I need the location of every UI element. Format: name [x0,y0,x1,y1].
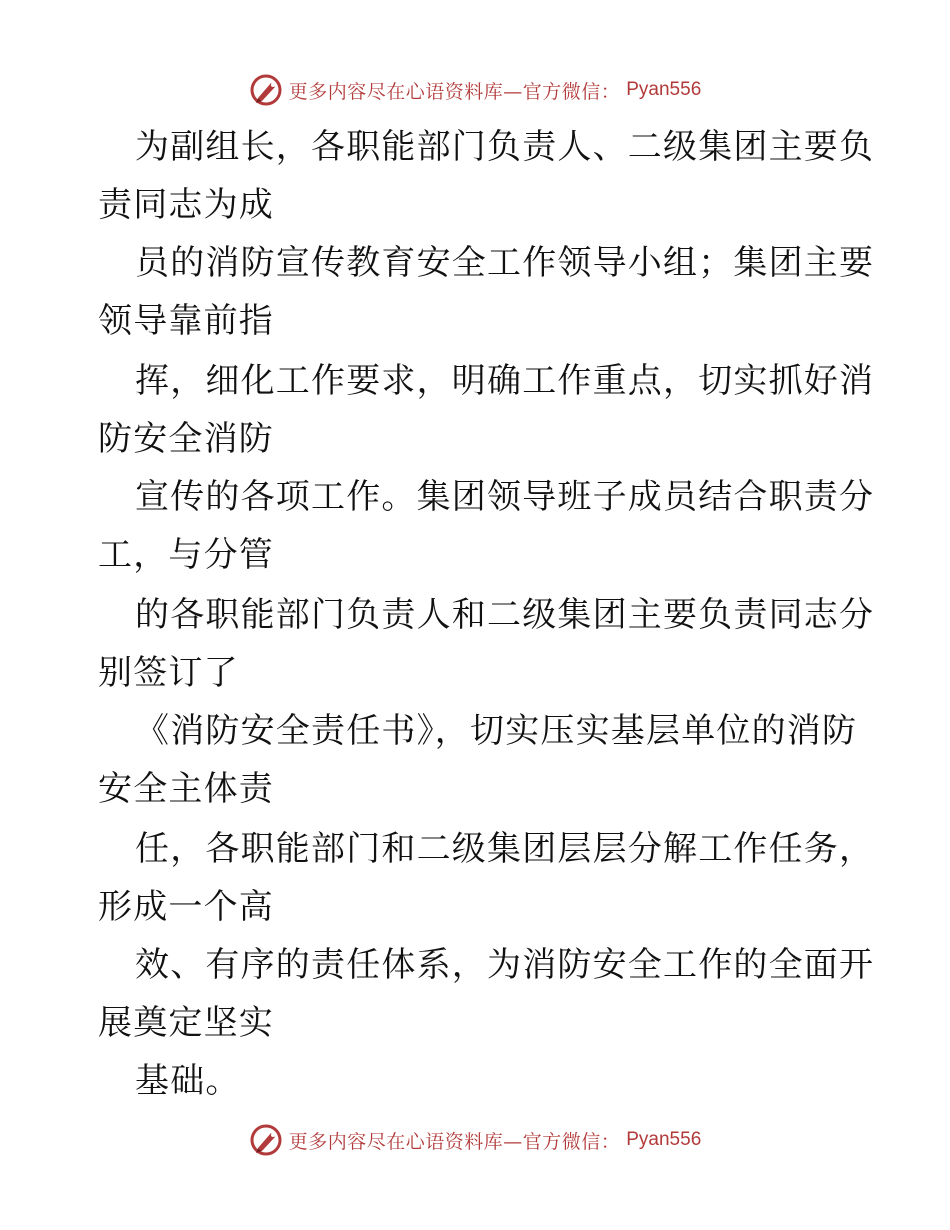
text-line: 宣传的各项工作。集团领导班子成员结合职责分 [135,477,875,517]
text-line: 形成一个高 [98,887,274,927]
text-line: 责同志为成 [98,185,274,225]
pen-logo-icon [249,1123,283,1157]
text-line: 任，各职能部门和二级集团层层分解工作任务， [135,829,875,869]
footer-banner-text: 更多内容尽在心语资料库—官方微信： [288,1130,621,1153]
text-line: 防安全消防 [98,419,274,459]
pen-logo-icon [249,73,283,107]
text-line: 安全主体责 [98,769,274,809]
text-line: 效、有序的责任体系，为消防安全工作的全面开 [135,945,875,985]
text-line: 领导靠前指 [98,301,274,341]
text-line: 工，与分管 [98,535,274,575]
text-line: 为副组长，各职能部门负责人、二级集团主要负 [135,127,875,167]
footer-watermark-banner [0,1120,950,1160]
footer-banner-wechat-id: Pyan556 [626,1129,702,1150]
text-line: 挥，细化工作要求，明确工作重点，切实抓好消 [135,361,875,401]
text-line: 展奠定坚实 [98,1003,274,1043]
header-banner-text: 更多内容尽在心语资料库—官方微信： [288,80,621,103]
header-banner-wechat-id: Pyan556 [626,79,702,100]
text-line: 《消防安全责任书》，切实压实基层单位的消防 [135,711,858,751]
text-line: 别签订了 [98,653,239,693]
header-watermark-banner [0,70,950,110]
text-line: 的各职能部门负责人和二级集团主要负责同志分 [135,595,875,635]
text-line: 基础。 [135,1061,241,1101]
text-line: 员的消防宣传教育安全工作领导小组；集团主要 [135,243,875,283]
